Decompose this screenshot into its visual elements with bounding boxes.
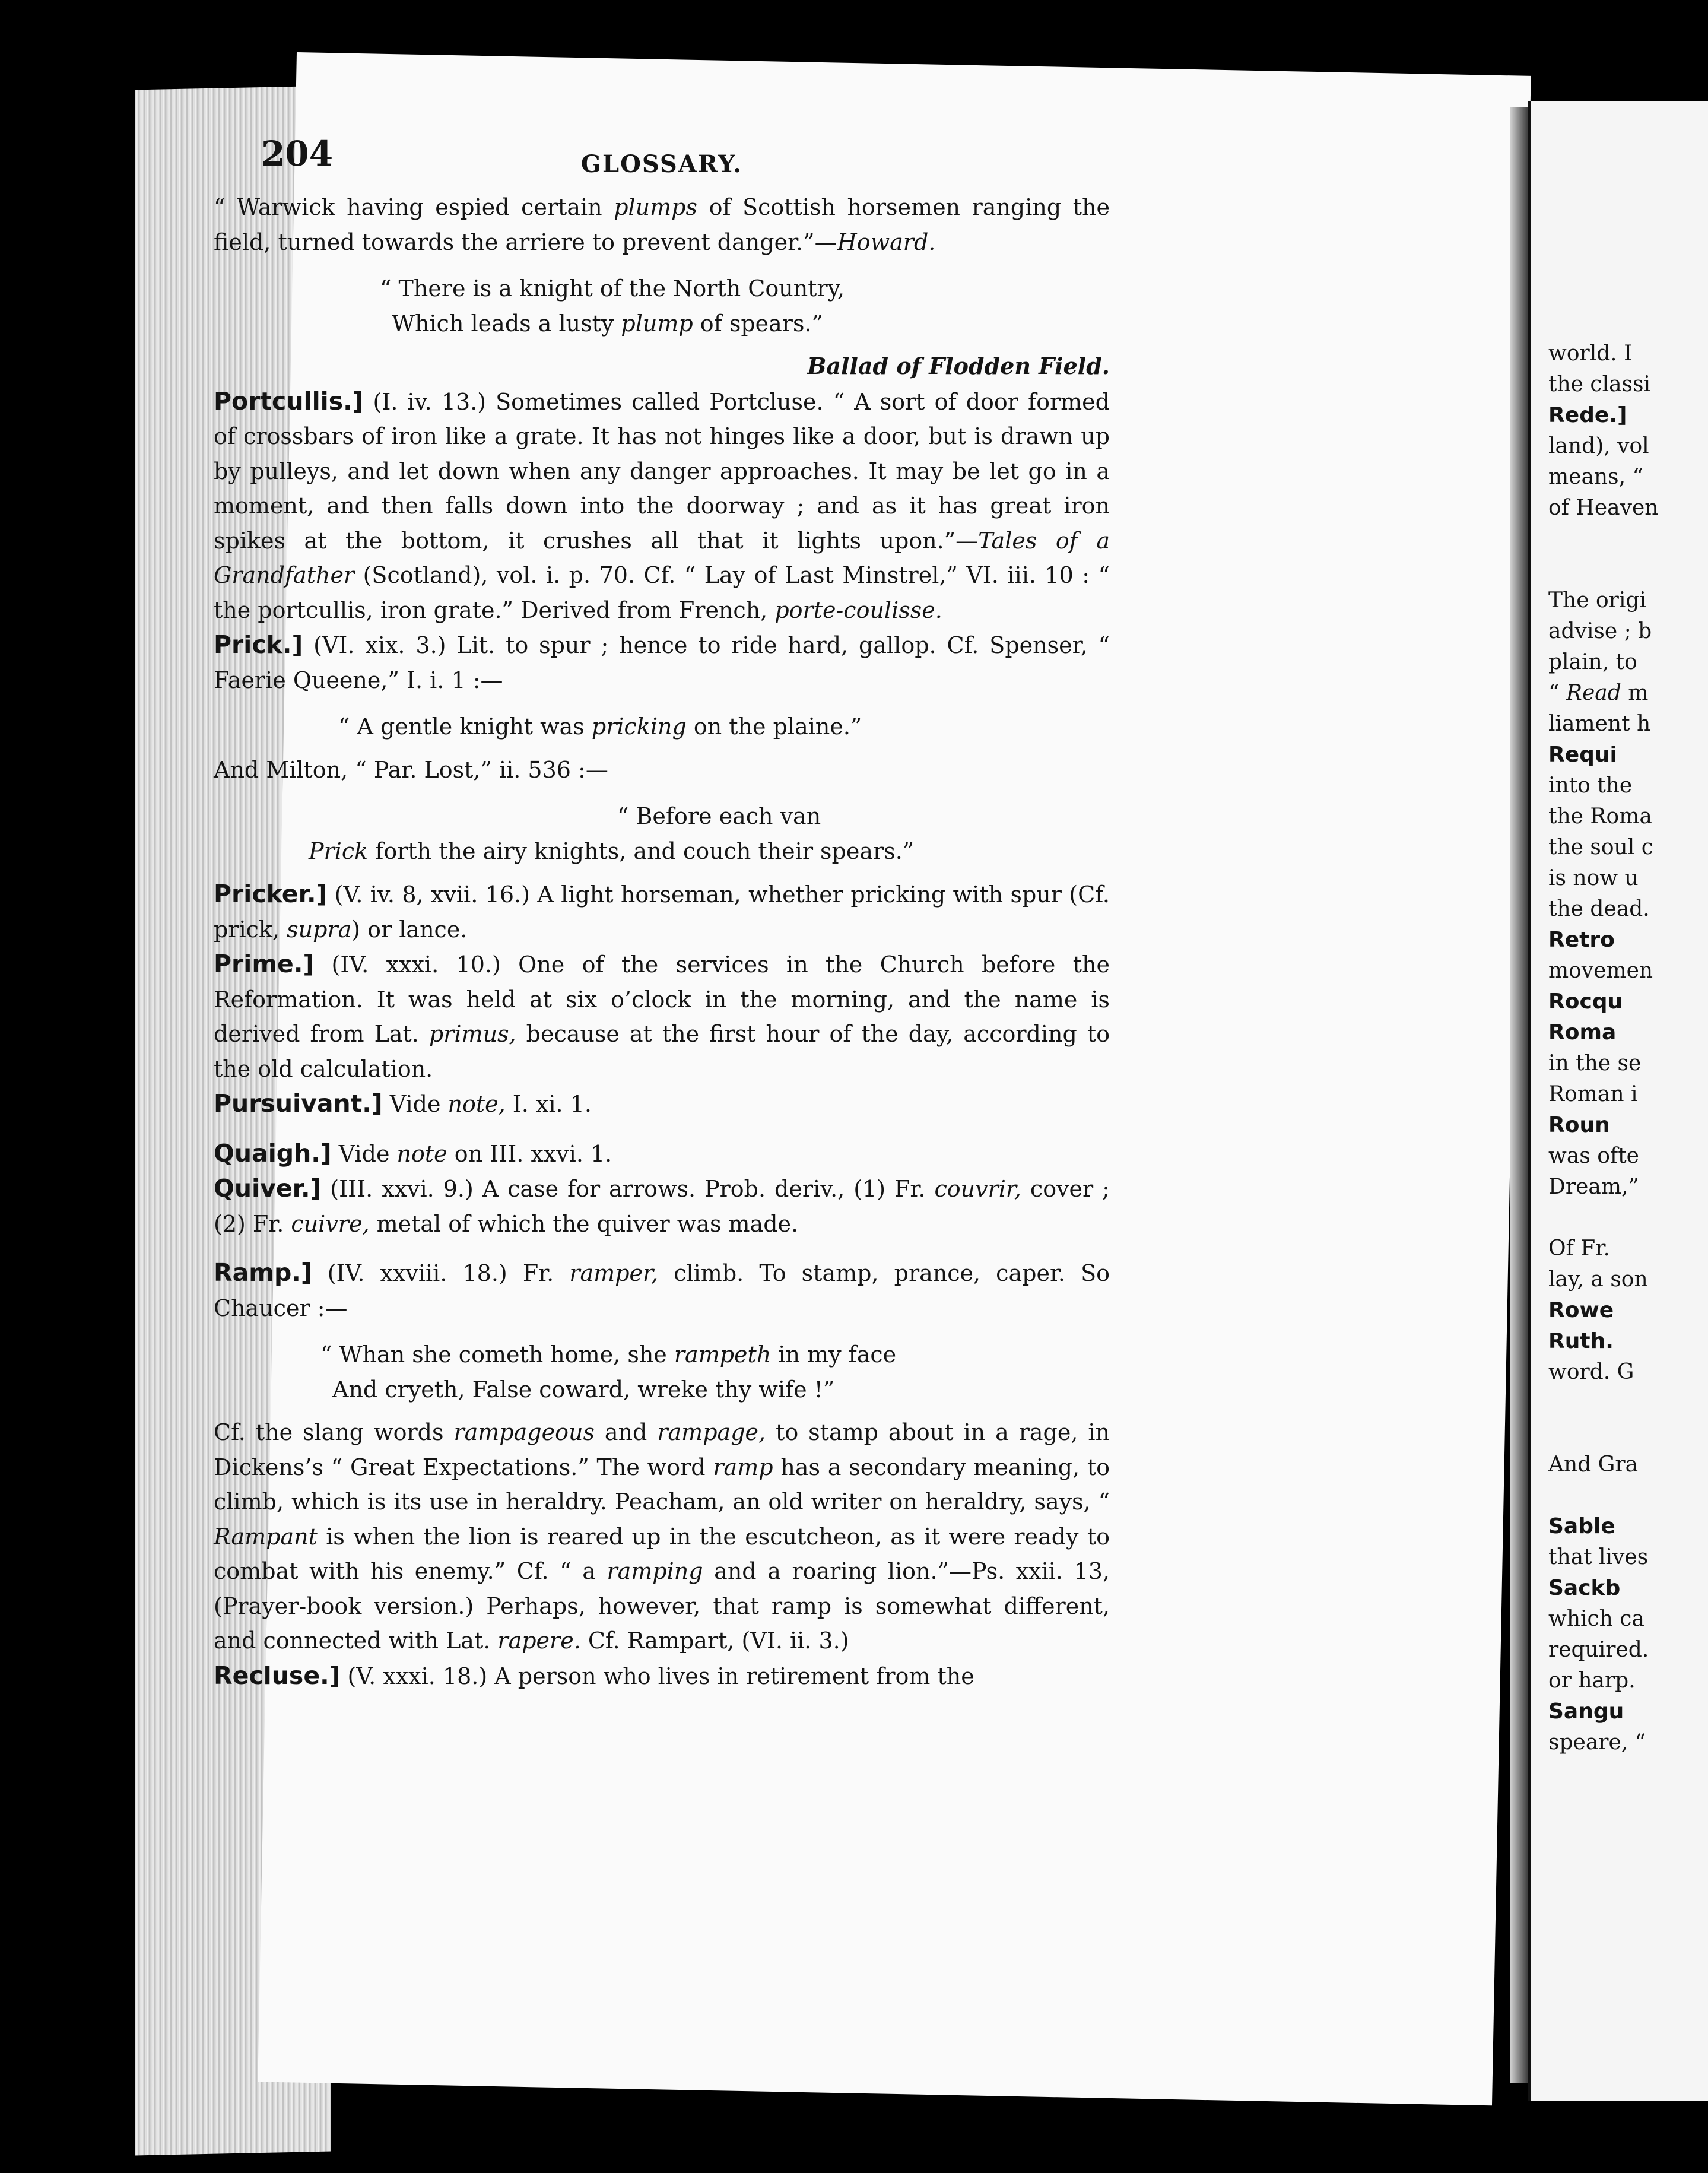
right-page-line [1548,863,1708,894]
right-page-line [1548,1573,1708,1604]
text-run: (IV. xxxi. 10.) One of the services in the Church before the Reformation. It was held at six o’clock in the morning, and the name is derived from Lat. [214,951,1110,1047]
text-run: “ Before each van [617,803,821,829]
text-run: was ofte [1548,1144,1639,1168]
glossary-entry [214,1658,1110,1694]
text-run: because at the first hour of the day, according to the old calculation. [214,1021,1110,1082]
verse-quote [214,709,1110,744]
glossary-entry [214,877,1110,947]
right-page-line [1548,369,1708,400]
headword: Rowe [1548,1298,1614,1322]
text-run: on the plaine.” [686,713,862,740]
text-run: (IV. xxviii. 18.) Fr. [312,1260,570,1286]
text-run: rampeth [674,1341,772,1368]
text-run: is now u [1548,866,1639,890]
text-run: plumps [614,194,697,220]
headword: Pursuivant.] [214,1089,383,1118]
right-page-line [1548,1017,1708,1048]
glossary-entry [214,384,1110,628]
right-page-line [1548,554,1708,585]
text-run: into the [1548,773,1633,798]
text-run: of Scottish horsemen ranging the field, turned towards the arriere to prevent danger.”— [214,194,1110,255]
text-run: And cryeth, False coward, wreke thy wife !” [332,1376,835,1403]
right-page-line [1548,1264,1708,1295]
right-page-line [1548,740,1708,770]
text-run: the Roma [1548,804,1652,829]
glossary-entry [214,753,1110,788]
text-run: “ A gentle knight was [338,713,592,740]
glossary-body [214,190,1110,1693]
right-page-line [1548,431,1708,462]
right-page-line [1548,709,1708,740]
right-page-line [1548,1542,1708,1573]
verse-line [214,709,1110,744]
right-page-line [1548,894,1708,925]
text-run: plain, to [1548,650,1637,674]
text-run: I. xi. 1. [505,1091,592,1117]
text-run: and a roaring lion.”—Ps. xxii. 13, (Prayer-book version.) Perhaps, however, that ramp is somewhat different, and connected with Lat. [214,1558,1110,1654]
text-run: Tales of a Grandfather [214,527,1110,588]
text-run: word. G [1548,1360,1634,1384]
text-run: forth the airy knights, and couch their spears.” [368,838,915,864]
headword: Quaigh.] [214,1138,332,1168]
text-run: Of Fr. [1548,1236,1610,1261]
glossary-entry [214,1171,1110,1241]
text-run: primus, [428,1021,516,1047]
text-run: speare, “ [1548,1730,1646,1755]
text-run: porte-coulisse. [774,597,942,623]
text-run: Howard. [837,229,936,255]
text-run: cover ; (2) Fr. [214,1176,1110,1237]
verse-line [214,834,1110,869]
headword: Requi [1548,743,1617,767]
text-run: Cf. the slang words [214,1419,454,1445]
text-run: “ Warwick having espied certain [214,194,614,220]
right-page-line [1548,1449,1708,1480]
right-page-line [1548,1604,1708,1635]
spacer [214,1122,1110,1136]
text-run: Vide [331,1140,397,1167]
right-page-line [1548,462,1708,493]
right-page-line [1548,1635,1708,1666]
text-run: of Heaven [1548,496,1659,520]
headword: Ruth. [1548,1329,1614,1353]
text-run: (I. iv. 13.) Sometimes called Portcluse. “ A sort of door formed of crossbars of iron like a grate. It has not hinges like a door, but is drawn up by pulleys, and let down when any danger approaches. It may be let go in a moment, and then falls down into the doorway ; and as it has great iron spikes at the bottom, it crushes all that it lights upon.”— [214,388,1110,554]
text-run: ramp [713,1454,773,1480]
right-page-line [1548,925,1708,956]
text-run: lay, a son [1548,1267,1648,1292]
text-run: (V. iv. 8, xvii. 16.) A light horseman, whether pricking with spur (Cf. prick, [214,881,1110,943]
right-page-line [1548,1079,1708,1110]
right-page-line [1548,524,1708,554]
headword: Pricker.] [214,880,328,908]
glossary-entry [214,1255,1110,1325]
text-run: to stamp about in a rage, in Dickens’s “ Great Expectations.” The word [214,1419,1110,1480]
text-run: rapere. [497,1628,581,1654]
right-page-line [1548,1419,1708,1449]
right-page-line [1548,678,1708,709]
text-run: and [594,1419,658,1445]
verse-line [214,271,1110,306]
text-run: Prick [309,838,369,864]
right-page-line [1548,1326,1708,1357]
text-run: ramper, [569,1260,659,1286]
text-run: “ There is a knight of the North Country, [380,275,845,302]
right-page-line [1548,616,1708,647]
right-page-line [1548,1233,1708,1264]
text-run: cuivre, [291,1210,370,1237]
headword: Roun [1548,1113,1610,1137]
right-page-line [1548,493,1708,524]
text-run: rampageous [453,1419,595,1445]
text-run: “ [1548,681,1566,705]
right-page-line [1548,801,1708,832]
right-page-line [1548,986,1708,1017]
text-run: (VI. xix. 3.) Lit. to spur ; hence to ride hard, gallop. Cf. Spenser, “ Faerie Queene,” I. i. 1 :— [214,632,1110,693]
text-run: Vide [382,1091,448,1117]
text-run: advise ; b [1548,619,1652,643]
text-run: (Scotland), vol. i. p. 70. Cf. “ Lay of Last Minstrel,” VI. iii. 10 : “ the portcullis, iron grate.” Derived from French, [214,562,1110,623]
headword: Quiver.] [214,1174,322,1203]
right-page-line [1548,1511,1708,1542]
right-page-line [1548,1295,1708,1326]
text-run: pricking [591,713,687,740]
right-page-lines [1548,338,1708,1758]
text-run: Rampant [214,1523,318,1550]
right-page-line [1548,1666,1708,1696]
text-run: And Gra [1548,1452,1639,1477]
headword: Rede.] [1548,403,1627,427]
right-page-line [1548,1696,1708,1727]
right-page-line [1548,647,1708,678]
headword: Portcullis.] [214,386,364,415]
book-gutter [1510,107,1528,2083]
right-page-line [1548,770,1708,801]
text-run: climb. To stamp, prance, caper. So Chaucer :— [214,1260,1110,1321]
right-page-line [1548,1357,1708,1388]
right-page-line [1548,832,1708,863]
text-run: the soul c [1548,835,1653,859]
right-page-line [1548,1172,1708,1203]
text-run: (V. xxxi. 18.) A person who lives in retirement from the [340,1663,974,1689]
text-run: m [1621,681,1649,705]
text-run: the dead. [1548,897,1650,921]
text-run: on III. xxvi. 1. [447,1140,612,1167]
right-page-line [1548,400,1708,431]
text-run: (III. xxvi. 9.) A case for arrows. Prob. deriv., (1) Fr. [321,1176,935,1202]
book-page-right [1528,101,1708,2101]
verse-quote [214,271,1110,341]
text-run: rampage, [657,1419,766,1445]
text-run: the classi [1548,372,1651,396]
text-run: Cf. Rampart, (VI. ii. 3.) [580,1628,849,1654]
text-run: Which leads a lusty [392,310,621,337]
right-page-line [1548,956,1708,986]
glossary-entry [214,1415,1110,1658]
right-page-line [1548,1048,1708,1079]
text-run: Read [1566,681,1621,705]
running-head: GLOSSARY. [580,150,743,178]
verse-line [214,799,1110,834]
quote-attribution [214,349,1110,384]
text-run: supra [287,916,352,943]
verse-quote [214,1337,1110,1407]
text-run: Roman i [1548,1082,1638,1106]
headword: Ramp.] [214,1258,312,1287]
right-page-line [1548,1388,1708,1419]
text-run: Ballad of Flodden Field. [807,353,1110,379]
text-run: world. I [1548,341,1633,366]
text-run: note, [447,1091,506,1117]
text-run: ) or lance. [351,916,468,943]
headword: Rocqu [1548,989,1623,1014]
glossary-entry [214,947,1110,1086]
text-run: has a secondary meaning, to climb, which is its use in heraldry. Peacham, an old writer on heraldry, says, “ [214,1454,1110,1515]
headword: Prime.] [214,950,315,978]
right-page-line [1548,338,1708,369]
right-page-line [1548,1110,1708,1141]
right-page-line [1548,585,1708,616]
verse-line [214,1337,1110,1372]
spacer [214,1241,1110,1255]
text-run: “ Whan she cometh home, she [320,1341,674,1368]
right-page-line [1548,1727,1708,1758]
verse-line [214,1372,1110,1407]
verse-line [214,306,1110,341]
text-run: metal of which the quiver was made. [369,1210,799,1237]
text-run: liament h [1548,712,1651,736]
text-run: in my face [771,1341,897,1368]
text-run: or harp. [1548,1668,1636,1693]
headword: Sable [1548,1514,1615,1538]
text-run: And Milton, “ Par. Lost,” ii. 536 :— [214,756,608,783]
page-number: 204 [261,134,334,174]
text-run: that lives [1548,1545,1649,1569]
text-run: which ca [1548,1607,1644,1631]
page-header [214,134,1110,190]
headword: Sackb [1548,1576,1621,1600]
text-run: required. [1548,1638,1649,1662]
text-run: movemen [1548,959,1653,983]
glossary-entry [214,1086,1110,1122]
glossary-entry [214,190,1110,259]
headword: Prick.] [214,630,303,659]
headword: Recluse.] [214,1661,341,1690]
text-run: of spears.” [693,310,823,337]
text-run: couvrir, [934,1176,1021,1202]
right-page-line [1548,1203,1708,1233]
page-content [214,134,1110,1693]
text-run: means, “ [1548,465,1643,489]
text-run: plump [621,310,693,337]
text-run: ramping [607,1558,703,1584]
text-run: land), vol [1548,434,1649,458]
verse-quote [214,799,1110,868]
right-page-line [1548,1480,1708,1511]
glossary-entry [214,1136,1110,1172]
text-run: in the se [1548,1051,1642,1076]
text-run: note [396,1140,447,1167]
text-run: Dream,” [1548,1175,1639,1199]
glossary-entry [214,627,1110,697]
headword: Roma [1548,1020,1617,1045]
headword: Retro [1548,928,1615,952]
text-run: The origi [1548,588,1646,613]
right-page-line [1548,1141,1708,1172]
text-run: is when the lion is reared up in the escutcheon, as it were ready to combat with his enemy.” Cf. “ a [214,1523,1110,1584]
headword: Sangu [1548,1699,1624,1724]
